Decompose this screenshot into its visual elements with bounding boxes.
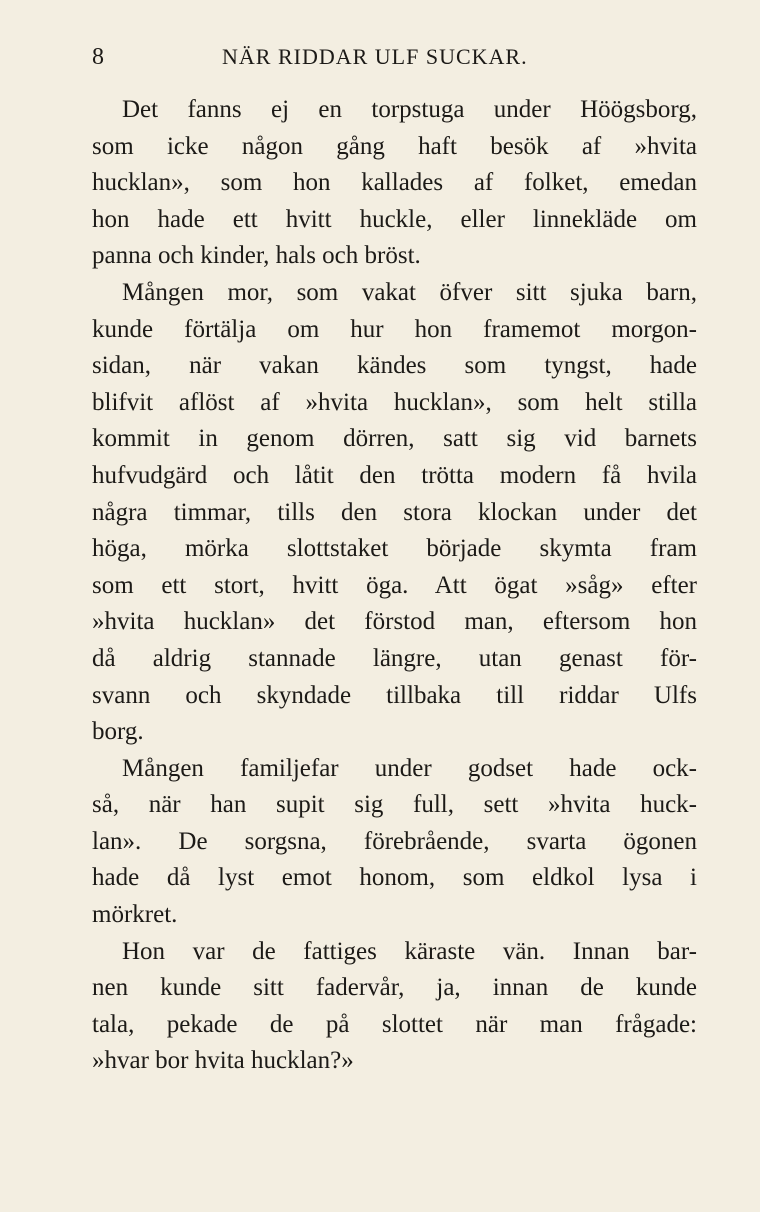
text-line: så, när han supit sig full, sett »hvita huck- bbox=[92, 791, 697, 819]
page-number: 8 bbox=[92, 44, 105, 70]
text-line: hufvudgärd och låtit den trötta modern få hvila bbox=[92, 461, 697, 489]
text-line: Mången familjefar under godset hade ock- bbox=[122, 754, 697, 782]
text-line: mörkret. bbox=[92, 901, 178, 929]
text-line: Mången mor, som vakat öfver sitt sjuka barn, bbox=[122, 278, 697, 306]
paragraph bbox=[92, 934, 697, 1080]
text-line: svann och skyndade tillbaka till riddar Ulfs bbox=[92, 681, 697, 709]
text-line: hucklan», som hon kallades af folket, emedan bbox=[92, 169, 697, 197]
text-line: kunde förtälja om hur hon framemot morgon- bbox=[92, 315, 697, 343]
text-line: blifvit aflöst af »hvita hucklan», som helt stilla bbox=[92, 388, 697, 416]
text-line: »hvar bor hvita hucklan?» bbox=[92, 1047, 354, 1075]
text-line: lan». De sorgsna, förebrående, svarta ögonen bbox=[92, 827, 697, 855]
paragraph bbox=[92, 751, 697, 934]
text-line: »hvita hucklan» det förstod man, eftersom hon bbox=[92, 608, 697, 636]
paragraph bbox=[92, 275, 697, 751]
text-line: tala, pekade de på slottet när man frågade: bbox=[92, 1010, 697, 1038]
text-line: Det fanns ej en torpstuga under Höögsborg, bbox=[122, 96, 697, 123]
paragraph bbox=[92, 92, 697, 275]
text-line: höga, mörka slottstaket började skymta fram bbox=[92, 535, 697, 563]
text-line: hade då lyst emot honom, som eldkol lysa i bbox=[92, 864, 697, 892]
running-head bbox=[92, 44, 697, 78]
body-text bbox=[92, 92, 697, 1080]
running-title: NÄR RIDDAR ULF SUCKAR. bbox=[222, 44, 528, 69]
text-line: Hon var de fattiges käraste vän. Innan bar- bbox=[122, 937, 697, 965]
text-line: som icke någon gång haft besök af »hvita bbox=[92, 132, 697, 160]
text-line: då aldrig stannade längre, utan genast för- bbox=[92, 644, 697, 672]
text-line: kommit in genom dörren, satt sig vid barnets bbox=[92, 425, 697, 453]
text-line: panna och kinder, hals och bröst. bbox=[92, 242, 421, 270]
text-line: hon hade ett hvitt huckle, eller linnekläde om bbox=[92, 205, 697, 233]
text-line: sidan, när vakan kändes som tyngst, hade bbox=[92, 352, 697, 380]
text-line: några timmar, tills den stora klockan under det bbox=[92, 498, 697, 526]
text-line: nen kunde sitt fadervår, ja, innan de kunde bbox=[92, 974, 697, 1002]
text-line: borg. bbox=[92, 718, 144, 746]
text-line: som ett stort, hvitt öga. Att ögat »såg» efter bbox=[92, 571, 697, 599]
